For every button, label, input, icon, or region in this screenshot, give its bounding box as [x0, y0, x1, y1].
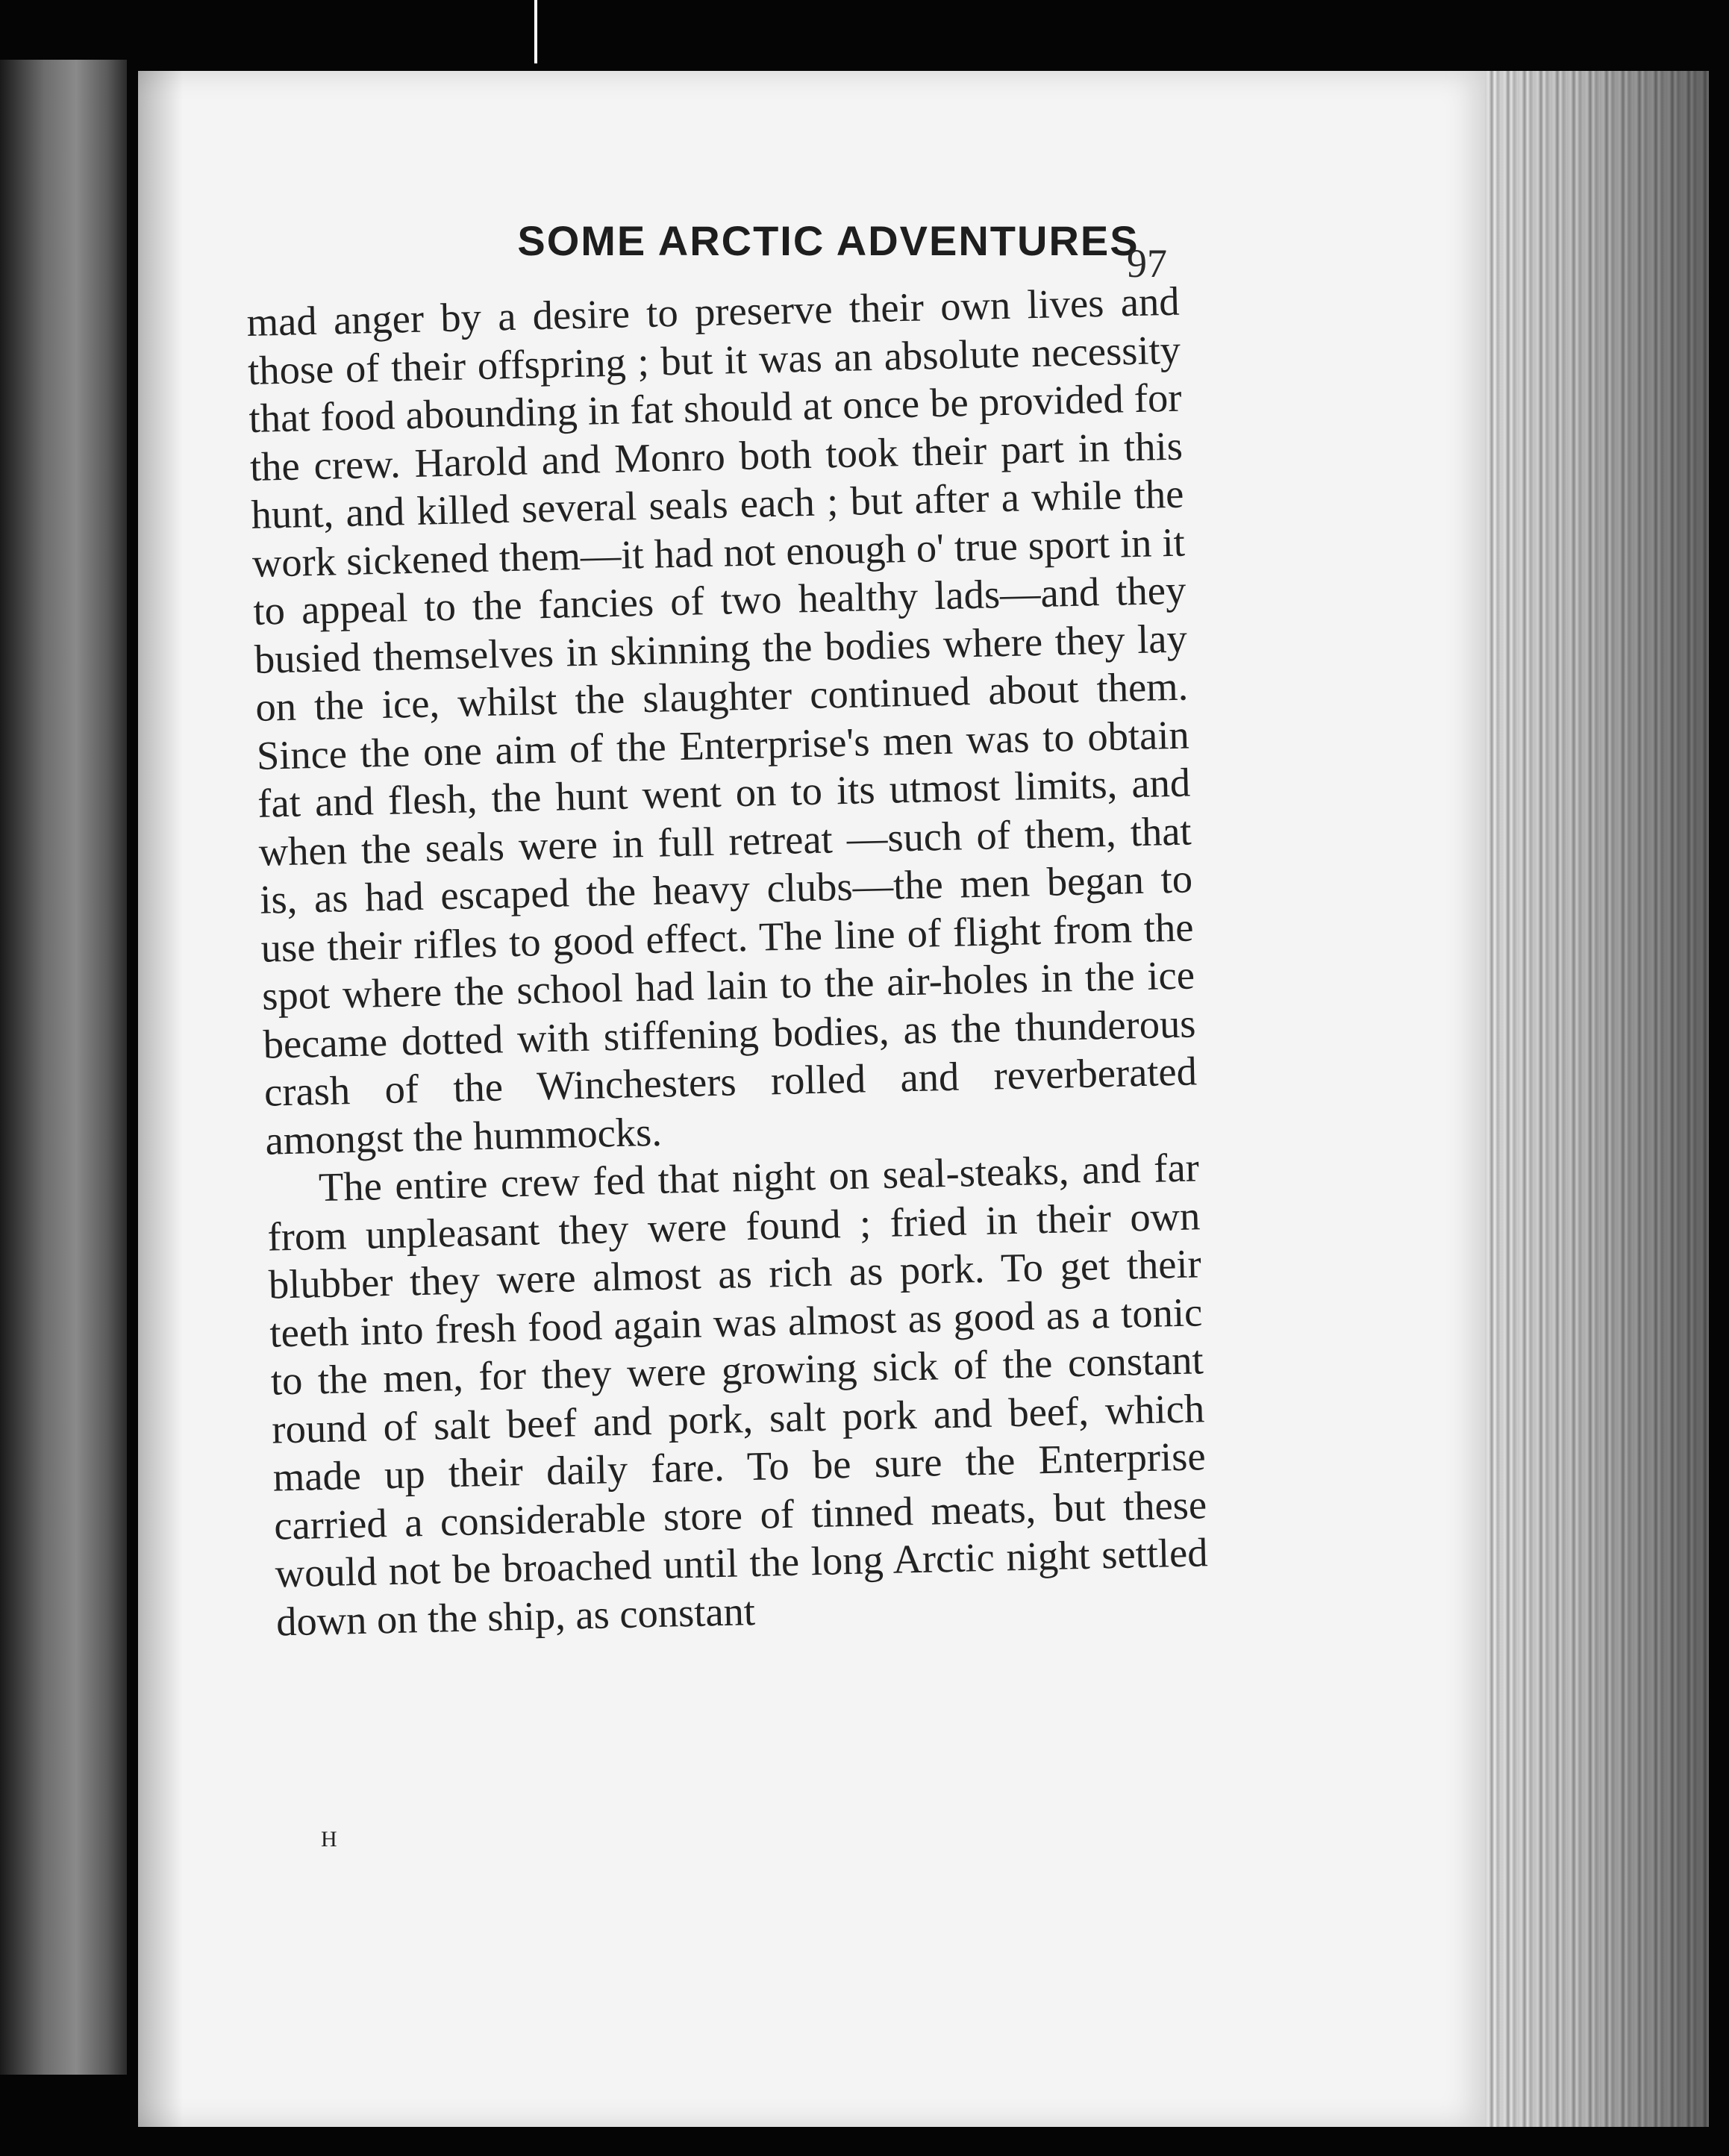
left-page-edge: [0, 60, 127, 2075]
paragraph: mad anger by a desire to preserve their own lives and those of their offspring ; but it was an absolute necessity that food abounding in fat should at once be provided for the crew. Harold and Monro both took their part in this hunt, and killed several seals each ; but after a while the work sickened them—it had not enough o' true sport in it to appeal to the fancies of two healthy lads—and they busied themselves in skinning the bodies where they lay on the ice, whilst the slaughter continued about them. Since the one aim of the Enterprise's men was to obtain fat and flesh, the hunt went on to its utmost limits, and when the seals were in full retreat —such of them, that is, as had escaped the heavy clubs—the men began to use their rifles to good effect. The line of flight from the spot where the school had lain to the air-holes in the ice became dotted with stiffening bodies, as the thunderous crash of the Winchesters rolled and reverberated amongst the hummocks.: [246, 278, 1198, 1163]
running-head-title: SOME ARCTIC ADVENTURES: [517, 217, 1139, 264]
scan-registration-mark: [534, 0, 537, 63]
page-fore-edge: [1485, 71, 1709, 2127]
paragraph: The entire crew fed that night on seal-steaks, and far from unpleasant they were found ; fried in their own blubber they were almost as rich as pork. To get their teeth into fresh food again was almost as good as a tonic to the men, for they were growing sick of the constant round of salt beef and pork, salt pork and beef, which made up their daily fare. To be sure the Enterprise carried a considerable store of tinned meats, but these would not be broached until the long Arctic night settled down on the ship, as constant: [266, 1144, 1209, 1645]
signature-mark: H: [321, 1827, 337, 1852]
body-text: [246, 278, 1210, 1646]
page-number: 97: [1127, 241, 1167, 286]
gutter-shadow: [138, 71, 183, 2127]
